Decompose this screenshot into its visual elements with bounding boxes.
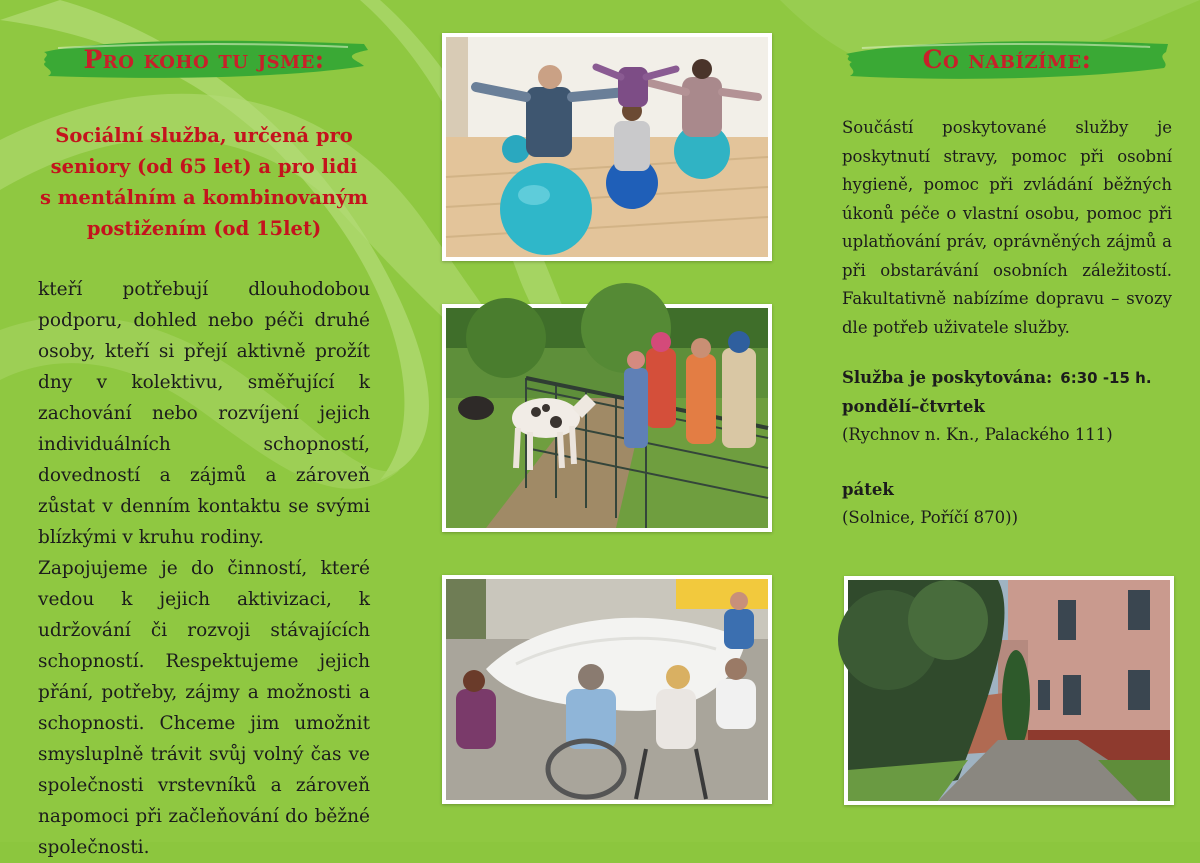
parachute-game-photo <box>442 575 772 804</box>
exercise-balls-photo <box>442 33 772 261</box>
location-rychnov: (Rychnov n. Kn., Palackého 111) <box>842 425 1113 444</box>
schedule <box>842 364 1172 533</box>
subheading-line: postižením (od 15let) <box>86 217 322 240</box>
left-paragraph-1: kteří potřebují dlouhodobou podporu, dohled nebo péči druhé osoby, kteří si přejí aktivně prožít dny v kolektivu, směřující k zachování nebo rozvíjení jejich individuálních schopností, dovedností a zájmů a zároveň zůstat v denním kontaktu se svými blízkými v kruhu rodiny. <box>38 279 370 548</box>
schedule-label: Služba je poskytována: <box>842 368 1053 387</box>
subheading-line: Sociální služba, určená pro <box>55 124 353 147</box>
right-body-text <box>842 114 1172 342</box>
right-column <box>842 30 1172 533</box>
left-column <box>38 30 370 863</box>
building-entrance-photo <box>844 576 1174 805</box>
subheading-line: seniory (od 65 let) a pro lidi <box>50 155 358 178</box>
days-mon-thu: pondělí–čtvrtek <box>842 396 985 416</box>
right-heading: Co nabízíme: <box>922 44 1092 74</box>
pony-visit-photo <box>442 304 772 532</box>
services-paragraph: Součástí poskytované služby je poskytnutí stravy, pomoc při osobní hygieně, pomoc při zvládání běžných úkonů péče o vlastní osobu, pomoc při uplatňování práv, oprávněných zájmů a při obstarávání osobních záležitostí. Fakultativně nabízíme dopravu – svozy dle potřeb uživatele služby. <box>842 118 1172 337</box>
left-heading: Pro koho tu jsme: <box>83 44 325 74</box>
schedule-time: 6:30 -15 h. <box>1060 369 1152 387</box>
left-body-text <box>38 274 370 863</box>
heading-banner <box>38 30 370 88</box>
location-solnice: (Solnice, Poříčí 870)) <box>842 508 1019 527</box>
subheading-line: s mentálním a kombinovaným <box>40 186 368 209</box>
days-friday: pátek <box>842 479 894 499</box>
target-group-subheading <box>38 120 370 244</box>
heading-banner <box>842 30 1172 88</box>
left-paragraph-2: Zapojujeme je do činností, které vedou k jejich aktivizaci, k udržování či rozvoji stávajících schopností. Respektujeme jejich přání, potřeby, zájmy a možnosti a schopnosti. Chceme jim umožnit smysluplně trávit svůj volný čas ve společnosti vrstevníků a zároveň napomoci při začleňování do běžné společnosti. <box>38 558 370 858</box>
